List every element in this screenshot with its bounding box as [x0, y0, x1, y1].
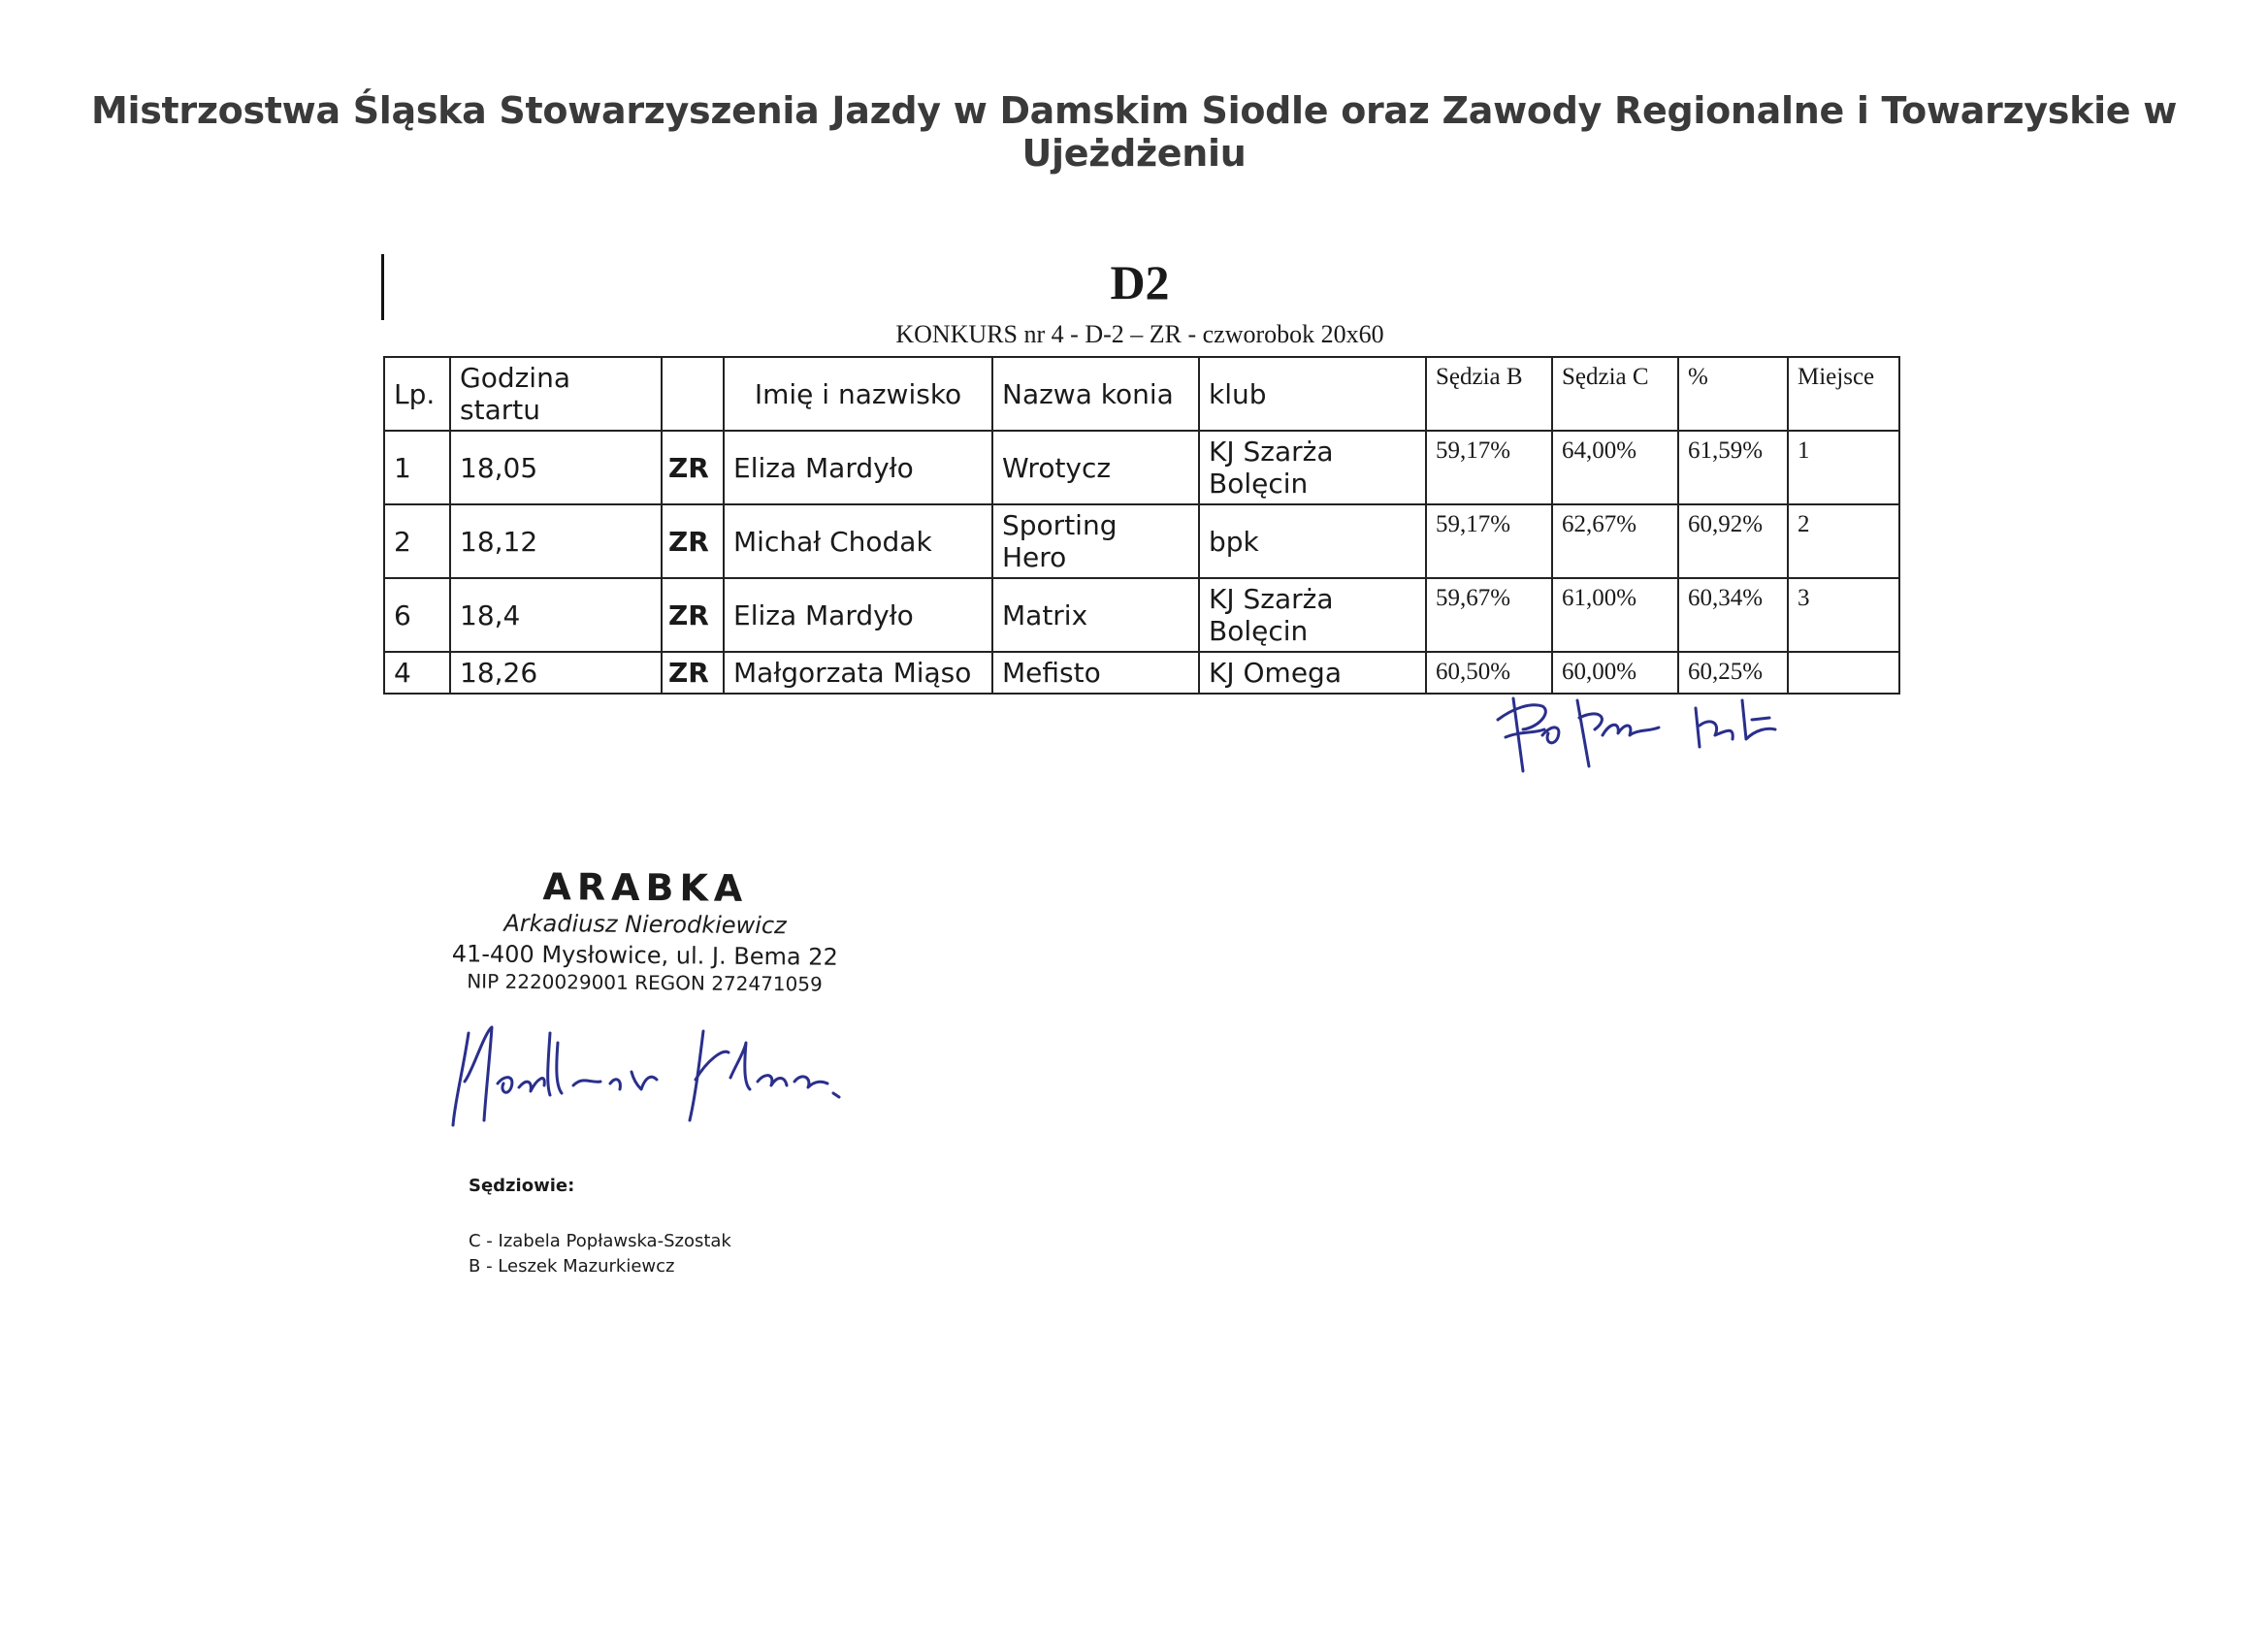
cell-judge-c: 60,00% — [1552, 652, 1678, 694]
company-stamp — [440, 864, 849, 996]
table-row — [384, 504, 1899, 578]
cell-judge-c: 64,00% — [1552, 431, 1678, 504]
header-judge-b: Sędzia B — [1426, 357, 1552, 431]
header-percent: % — [1678, 357, 1788, 431]
header-name: Imię i nazwisko — [724, 357, 992, 431]
cell-place: 2 — [1788, 504, 1899, 578]
results-table — [383, 356, 1900, 695]
competition-subtitle: KONKURS nr 4 - D-2 – ZR - czworobok 20x60 — [895, 320, 1384, 348]
header-row — [384, 357, 1899, 431]
judges-title: Sędziowie: — [469, 1176, 575, 1196]
cell-judge-c: 62,67% — [1552, 504, 1678, 578]
cell-category: ZR — [662, 652, 724, 694]
cell-lp: 1 — [384, 431, 450, 504]
judge-line: C - Izabela Popławska-Szostak — [469, 1231, 731, 1251]
header-place: Miejsce — [1788, 357, 1899, 431]
cell-start-time: 18,12 — [450, 504, 662, 578]
margin-bar — [381, 254, 384, 320]
header-horse: Nazwa konia — [992, 357, 1199, 431]
cell-name: Małgorzata Miąso — [724, 652, 992, 694]
cell-judge-b: 59,17% — [1426, 504, 1552, 578]
header-lp: Lp. — [384, 357, 450, 431]
cell-category: ZR — [662, 504, 724, 578]
header-club: klub — [1199, 357, 1426, 431]
cell-lp: 2 — [384, 504, 450, 578]
cell-horse: Sporting Hero — [992, 504, 1199, 578]
cell-judge-b: 59,17% — [1426, 431, 1552, 504]
cell-percent: 60,34% — [1678, 578, 1788, 652]
cell-judge-b: 60,50% — [1426, 652, 1552, 694]
cell-start-time: 18,05 — [450, 431, 662, 504]
cell-start-time: 18,4 — [450, 578, 662, 652]
judge-line: B - Leszek Mazurkiewcz — [469, 1256, 675, 1277]
cell-start-time: 18,26 — [450, 652, 662, 694]
cell-lp: 4 — [384, 652, 450, 694]
table-row — [384, 431, 1899, 504]
header-judge-c: Sędzia C — [1552, 357, 1678, 431]
cell-horse: Wrotycz — [992, 431, 1199, 504]
stamp-name: ARABKA — [542, 865, 749, 910]
cell-percent: 61,59% — [1678, 431, 1788, 504]
cell-category: ZR — [662, 431, 724, 504]
cell-percent: 60,25% — [1678, 652, 1788, 694]
cell-place: 1 — [1788, 431, 1899, 504]
cell-name: Eliza Mardyło — [724, 578, 992, 652]
stamp-ids: NIP 2220029001 REGON 272471059 — [467, 969, 823, 996]
cell-judge-c: 61,00% — [1552, 578, 1678, 652]
cell-category: ZR — [662, 578, 724, 652]
cell-club: KJ Szarża Bolęcin — [1199, 431, 1426, 504]
cell-horse: Mefisto — [992, 652, 1199, 694]
cell-club: KJ Szarża Bolęcin — [1199, 578, 1426, 652]
cell-name: Eliza Mardyło — [724, 431, 992, 504]
cell-club: KJ Omega — [1199, 652, 1426, 694]
stamp-owner: Arkadiusz Nierodkiewicz — [503, 909, 787, 940]
cell-percent: 60,92% — [1678, 504, 1788, 578]
stamp-address: 41-400 Mysłowice, ul. J. Bema 22 — [451, 940, 838, 971]
cell-club: bpk — [1199, 504, 1426, 578]
judges-section — [469, 1176, 731, 1279]
header-category — [662, 357, 724, 431]
class-code: D2 — [1110, 255, 1170, 309]
cell-lp: 6 — [384, 578, 450, 652]
cell-place — [1788, 652, 1899, 694]
cell-name: Michał Chodak — [724, 504, 992, 578]
cell-judge-b: 59,67% — [1426, 578, 1552, 652]
header-start-time: Godzina startu — [450, 357, 662, 431]
document-title: Mistrzostwa Śląska Stowarzyszenia Jazdy w Damskim Siodle oraz Zawody Regionalne i Towarzyskie w Ujeżdżeniu — [90, 89, 2178, 175]
judge-signature — [1484, 679, 1795, 786]
cell-place: 3 — [1788, 578, 1899, 652]
cell-horse: Matrix — [992, 578, 1199, 652]
table-row — [384, 578, 1899, 652]
organizer-signature — [441, 1014, 878, 1140]
